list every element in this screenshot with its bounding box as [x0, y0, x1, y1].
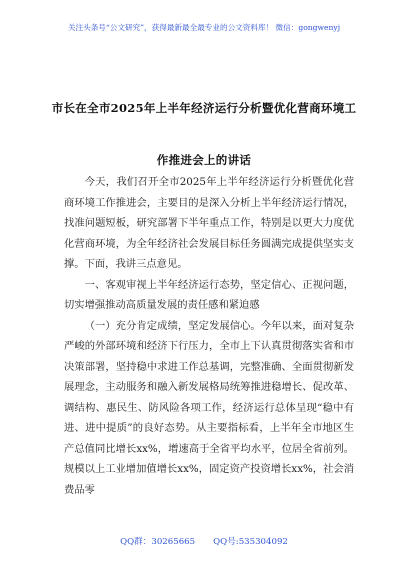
document-body	[64, 172, 354, 500]
footer-qq-group: QQ群：30265665	[120, 537, 196, 547]
header-banner: 关注头条号“公文研究”，获得最新最全最专业的公文资料库！ 微信：gongwenyj	[67, 23, 341, 32]
paragraph-intro: 今天，我们召开全市2025年上半年经济运行分析暨优化营商环境工作推进会，主要目的是深入分析上半年经济运行情况，找准问题短板，研究部署下半年重点工作，特别是以更大力度优化营商环境，为全年经济社会发展目标任务圆满完成提供坚实支撑。下面，我讲三点意见。	[64, 176, 354, 270]
document-title-line-2: 作推进会上的讲话	[156, 153, 252, 167]
paragraph-subsection-one: （一）充分肯定成绩，坚定发展信心。今年以来，面对复杂严峻的外部环境和经济下行压力，全市上下认真贯彻落实省和市决策部署，坚持稳中求进工作总基调，完整准确、全面贯彻新发展理念，主动服务和融入新发展格局统筹推进稳增长、促改革、调结构、惠民生、防风险各项工作，经济运行总体呈现“稳中有进、进中提质”的良好态势。从主要指标看，上半年全市地区生产总值同比增长xx%，增速高于全省平均水平，位居全省前列。规模以上工业增加值增长xx%，固定资产投资增长xx%，社会消费品零	[64, 319, 354, 496]
footer-contact	[0, 535, 408, 547]
document-title-line-1: 市长在全市2025年上半年经济运行分析暨优化营商环境工	[51, 101, 357, 115]
footer-qq-number: QQ号:535304092	[213, 537, 288, 547]
section-heading-one: 一、客观审视上半年经济运行态势，坚定信心、正视问题，切实增强推动高质量发展的责任感和紧迫感	[64, 278, 354, 311]
